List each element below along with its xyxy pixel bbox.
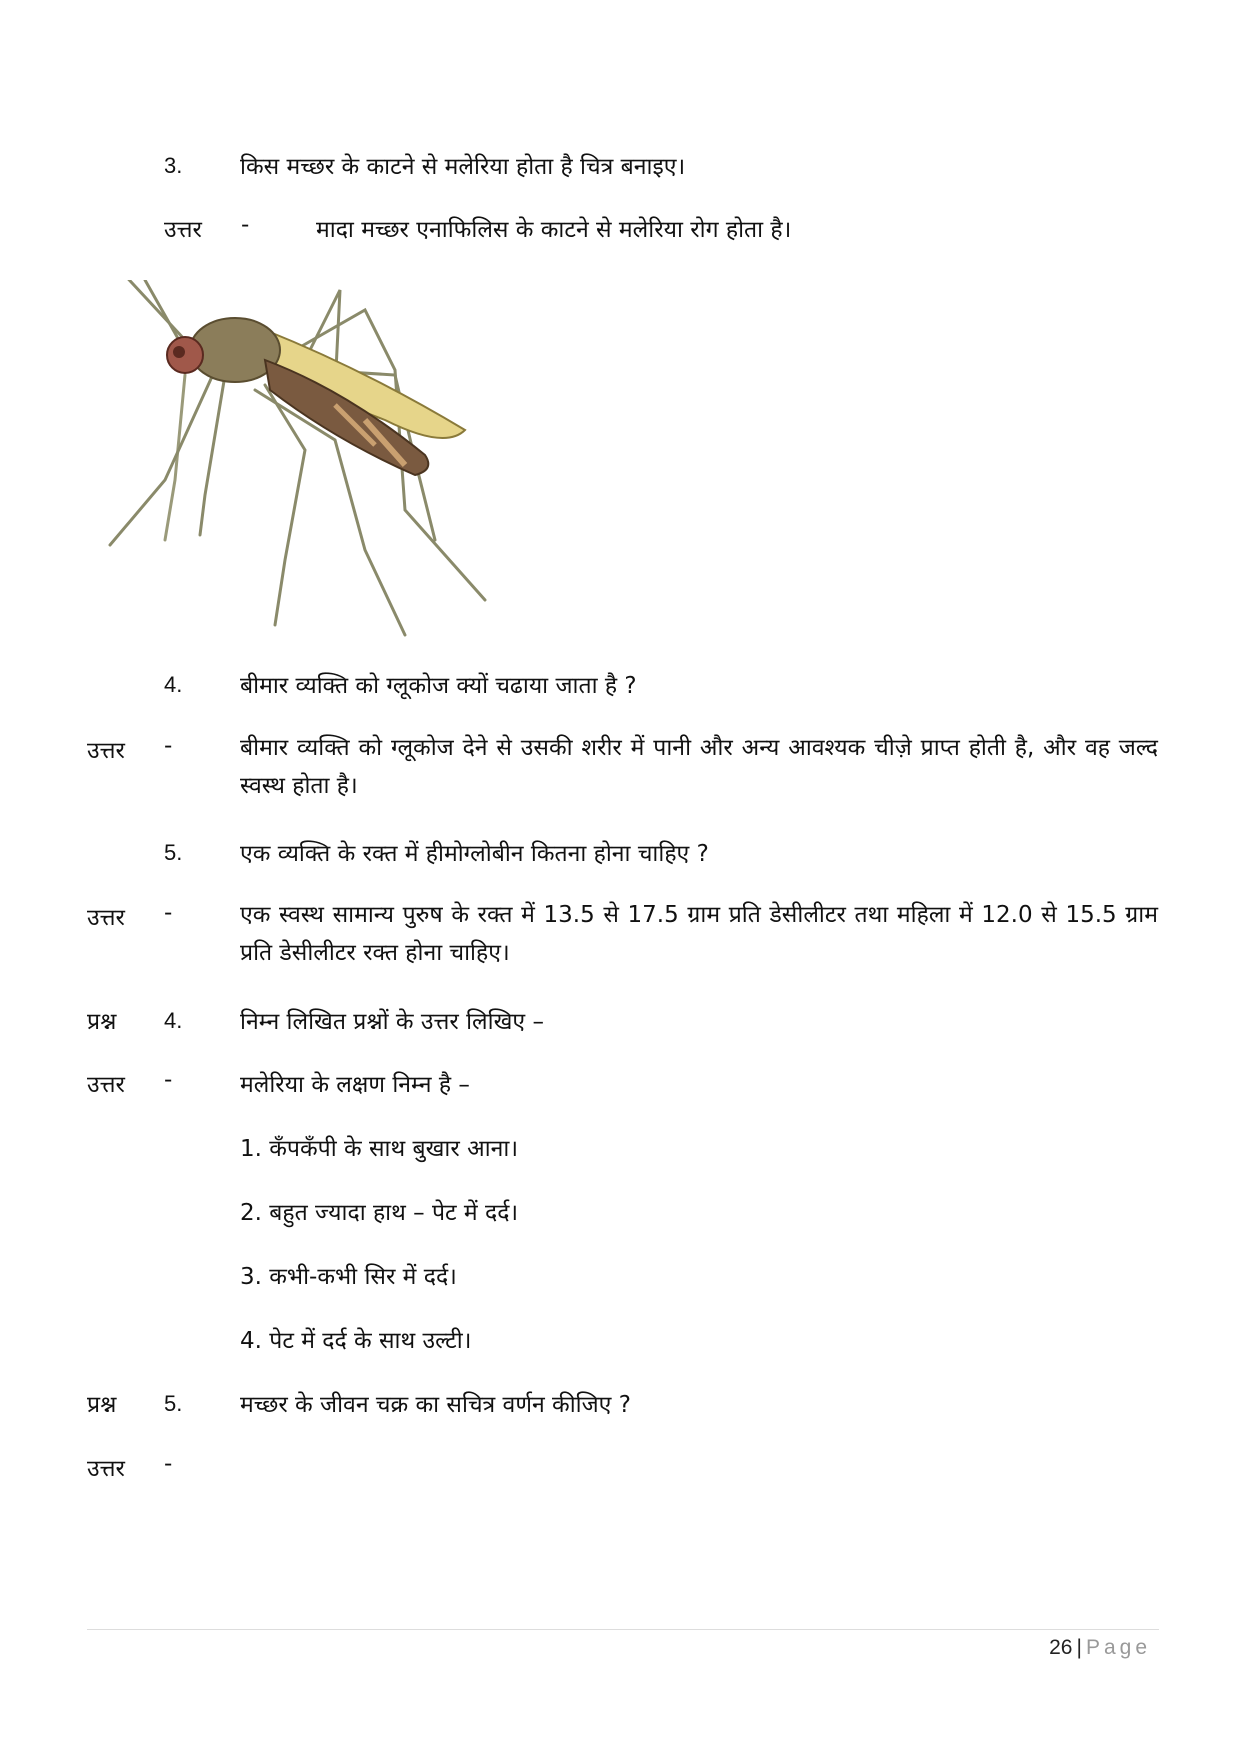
page-footer (1049, 1636, 1151, 1660)
symptom-item: 1. कँपकँपी के साथ बुखार आना। (240, 1136, 519, 1162)
p5-label: प्रश्न (87, 1392, 117, 1418)
page-number: 26 (1049, 1636, 1073, 1659)
q4-answer-label: उत्तर (87, 738, 125, 764)
q3-answer: मादा मच्छर एनाफिलिस के काटने से मलेरिया रोग होता है। (316, 217, 792, 243)
q3-question: किस मच्छर के काटने से मलेरिया होता है चित्र बनाइए। (240, 154, 686, 180)
page-word: Page (1085, 1636, 1151, 1659)
q4-answer-dash: - (164, 733, 173, 759)
q5-answer-dash: - (164, 900, 173, 926)
p4-answer-dash: - (164, 1067, 173, 1093)
q3-answer-label: उत्तर (164, 217, 202, 243)
p5-answer-label: उत्तर (87, 1456, 125, 1482)
q5-number: 5. (164, 840, 183, 865)
q4-answer: बीमार व्यक्ति को ग्लूकोज देने से उसकी शरीर में पानी और अन्य आवश्यक चीज़े प्राप्त होती है, और वह जल्द स्वस्थ होता है। (240, 735, 1158, 799)
p4-number: 4. (164, 1008, 183, 1033)
q4-number: 4. (164, 672, 183, 697)
mosquito-illustration-icon (105, 280, 510, 640)
q3-number: 3. (164, 153, 183, 178)
footer-separator: | (1076, 1636, 1082, 1659)
footer-rule (87, 1629, 1159, 1630)
q5-question: एक व्यक्ति के रक्त में हीमोग्लोबीन कितना होना चाहिए ? (240, 841, 709, 867)
symptom-item: 4. पेट में दर्द के साथ उल्टी। (240, 1328, 472, 1354)
q3-answer-dash: - (241, 212, 250, 238)
p5-number: 5. (164, 1391, 183, 1416)
q5-answer-label: उत्तर (87, 905, 125, 931)
symptom-item: 2. बहुत ज्यादा हाथ – पेट में दर्द। (240, 1200, 519, 1226)
q5-answer: एक स्वस्थ सामान्य पुरुष के रक्त में 13.5 से 17.5 ग्राम प्रति डेसीलीटर तथा महिला में 12.0 से 15.5 ग्राम प्रति डेसीलीटर रक्त होना चाहिए। (240, 902, 1158, 966)
p4-label: प्रश्न (87, 1009, 117, 1035)
q4-question: बीमार व्यक्ति को ग्लूकोज क्यों चढाया जाता है ? (240, 673, 637, 699)
p4-question: निम्न लिखित प्रश्नों के उत्तर लिखिए – (240, 1009, 544, 1035)
p4-answer-intro: मलेरिया के लक्षण निम्न है – (240, 1072, 470, 1098)
p5-answer-dash: - (164, 1451, 173, 1477)
symptom-item: 3. कभी-कभी सिर में दर्द। (240, 1264, 457, 1290)
p5-question: मच्छर के जीवन चक्र का सचित्र वर्णन कीजिए ? (240, 1392, 631, 1418)
p4-answer-label: उत्तर (87, 1072, 125, 1098)
